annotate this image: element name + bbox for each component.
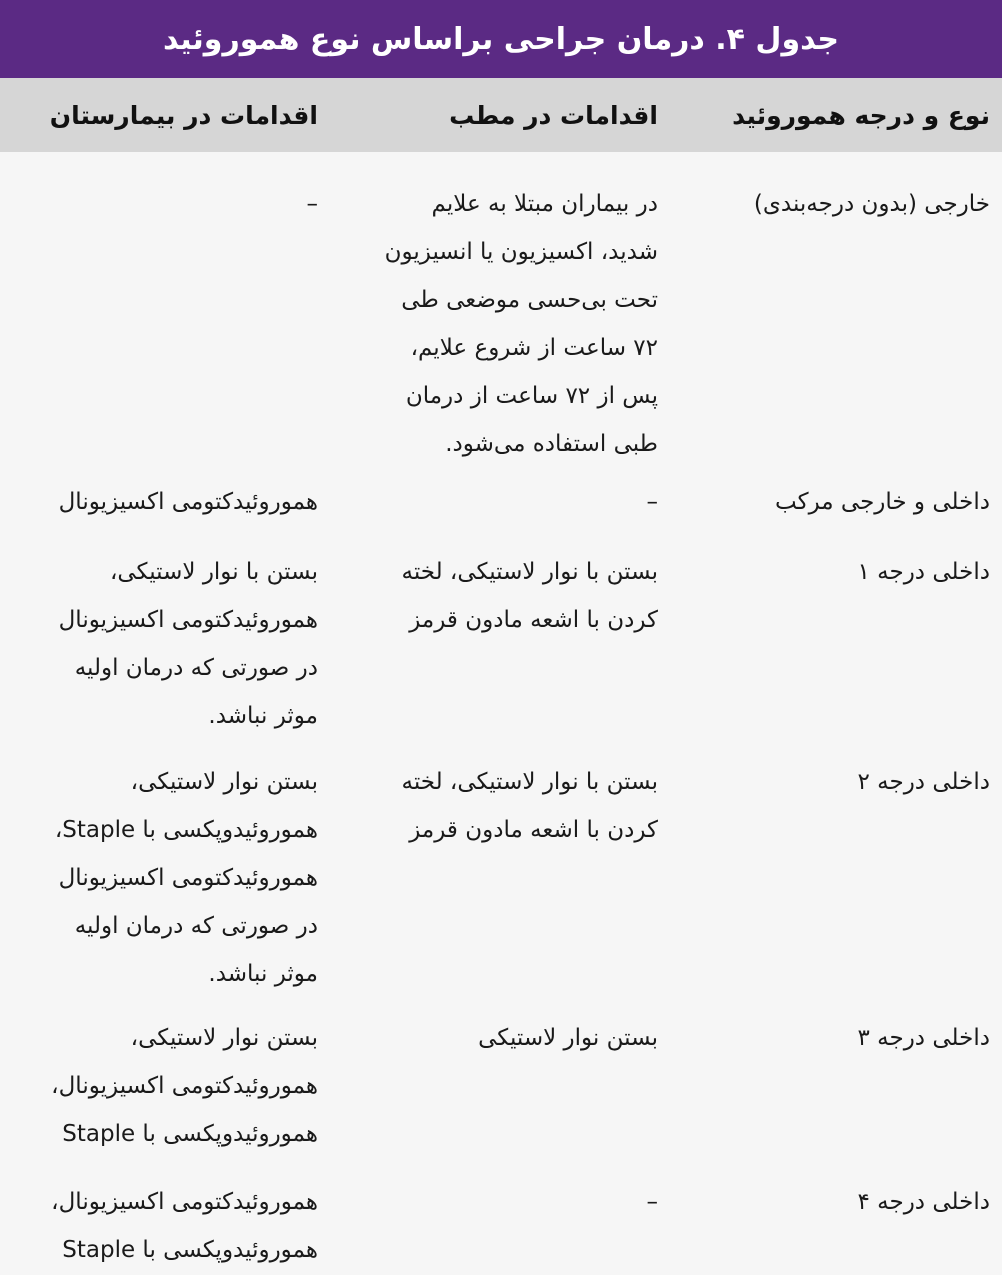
cell-hospital-text: هموروئیدکتومی اکسیزیونال [58,489,318,515]
cell-hospital-text: هموروئیدکتومی اکسیزیونال، هموروئیدوپکسی با Staple [51,1189,318,1263]
cell-office-text: بستن با نوار لاستیکی، لخته کردن با اشعه مادون قرمز [401,559,658,633]
cell-type-text: داخلی درجه ۳ [857,1025,990,1051]
header-row [0,78,1002,152]
table-row [0,1010,1002,1174]
cell-type [670,754,1002,1010]
cell-type [670,544,1002,754]
table-row [0,474,1002,544]
cell-office [330,1174,670,1274]
table-row [0,1174,1002,1274]
cell-hospital-text: بستن نوار لاستیکی، هموروئیدوپکسی با Staple، هموروئیدکتومی اکسیزیونال در صورتی که درمان اولیه موثر نباشد. [54,769,318,987]
treatment-table [0,78,1002,1274]
table-body [0,152,1002,1274]
table-row [0,152,1002,474]
cell-office [330,754,670,1010]
cell-type-text: داخلی درجه ۱ [857,559,990,585]
cell-hospital [0,474,330,544]
cell-type-text: داخلی درجه ۴ [857,1189,990,1215]
cell-type [670,152,1002,474]
cell-type [670,1174,1002,1274]
header-office: اقدامات در مطب [330,78,670,152]
cell-office [330,152,670,474]
cell-type [670,1010,1002,1174]
table-title: جدول ۴. درمان جراحی براساس نوع هموروئید [0,0,1002,78]
header-hospital: اقدامات در بیمارستان [0,78,330,152]
cell-type-text: داخلی درجه ۲ [857,769,990,795]
cell-hospital [0,152,330,474]
table-header [0,78,1002,152]
table-row [0,544,1002,754]
cell-hospital [0,1174,330,1274]
table-row [0,754,1002,1010]
cell-office-text: بستن نوار لاستیکی [478,1025,658,1051]
cell-office-text: بستن با نوار لاستیکی، لخته کردن با اشعه مادون قرمز [401,769,658,843]
cell-office [330,544,670,754]
cell-hospital [0,544,330,754]
cell-type-text: داخلی و خارجی مرکب [775,489,990,515]
cell-office [330,1010,670,1174]
header-type: نوع و درجه هموروئید [670,78,1002,152]
cell-office-text: – [646,489,658,515]
cell-office-text: – [646,1189,658,1215]
cell-type [670,474,1002,544]
cell-hospital-text: بستن نوار لاستیکی، هموروئیدکتومی اکسیزیونال، هموروئیدوپکسی با Staple [51,1025,318,1147]
cell-hospital [0,1010,330,1174]
cell-type-text: خارجی (بدون درجه‌بندی) [753,191,990,217]
cell-office [330,474,670,544]
cell-office-text: در بیماران مبتلا به علایم شدید، اکسیزیون یا انسیزیون تحت بی‌حسی موضعی طی ۷۲ ساعت از شروع علایم، پس از ۷۲ ساعت از درمان طبی استفاده می‌شود. [384,191,658,457]
cell-hospital-text: – [306,191,318,217]
cell-hospital-text: بستن با نوار لاستیکی، هموروئیدکتومی اکسیزیونال در صورتی که درمان اولیه موثر نباشد. [58,559,318,729]
cell-hospital [0,754,330,1010]
